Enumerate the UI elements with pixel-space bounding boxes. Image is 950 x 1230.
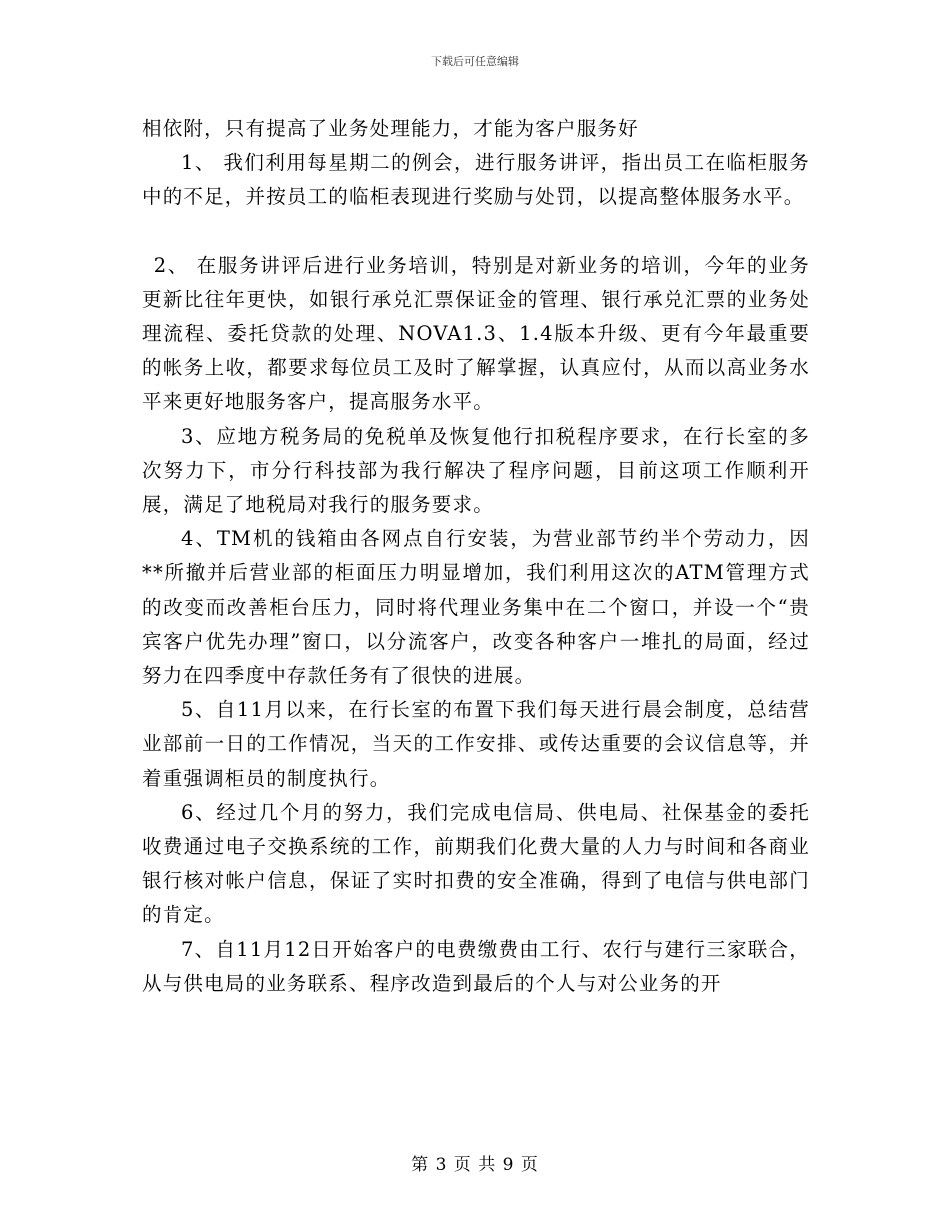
- paragraph-item-5: 5、自11月以来，在行长室的布置下我们每天进行晨会制度，总结营业部前一日的工作情况，当天的工作安排、或传达重要的会议信息等，并着重强调柜员的制度执行。: [142, 698, 810, 790]
- document-body: [142, 112, 810, 1001]
- paragraph-gap: [142, 215, 810, 249]
- paragraph-item-1: 1、 我们利用每星期二的例会，进行服务讲评，指出员工在临柜服务中的不足，并按员工的临柜表现进行奖励与处罚，以提高整体服务水平。: [142, 151, 810, 209]
- paragraph-continuation: 相依附，只有提高了业务处理能力，才能为客户服务好: [142, 117, 639, 140]
- paragraph-item-7: 7、自11月12日开始客户的电费缴费由工行、农行与建行三家联合，从与供电局的业务联系、程序改造到最后的个人与对公业务的开: [142, 937, 810, 995]
- paragraph-item-4: 4、TM机的钱箱由各网点自行安装，为营业部节约半个劳动力，因**所撤并后营业部的柜面压力明显增加，我们利用这次的ATM管理方式的改变而改善柜台压力，同时将代理业务集中在二个窗口，并设一个“贵宾客户优先办理”窗口，以分流客户，改变各种客户一堆扎的局面，经过努力在四季度中存款任务有了很快的进展。: [142, 527, 810, 688]
- paragraph-item-2: 2、 在服务讲评后进行业务培训，特别是对新业务的培训，今年的业务更新比往年更快，如银行承兑汇票保证金的管理、银行承兑汇票的业务处理流程、委托贷款的处理、NOVA1.3、1.4版本升级、更有今年最重要的帐务上收，都要求每位员工及时了解掌握，认真应付，从而以高业务水平来更好地服务客户，提高服务水平。: [142, 253, 810, 414]
- page-header: 下载后可任意编辑: [431, 55, 519, 68]
- paragraph-item-6: 6、经过几个月的努力，我们完成电信局、供电局、社保基金的委托收费通过电子交换系统的工作，前期我们化费大量的人力与时间和各商业银行核对帐户信息，保证了实时扣费的安全准确，得到了电信与供电部门的肯定。: [142, 800, 810, 927]
- page-number: 第 3 页 共 9 页: [411, 1155, 539, 1175]
- paragraph-item-3: 3、应地方税务局的免税单及恢复他行扣税程序要求，在行长室的多次努力下，市分行科技部为我行解决了程序问题，目前这项工作顺利开展，满足了地税局对我行的服务要求。: [142, 424, 810, 517]
